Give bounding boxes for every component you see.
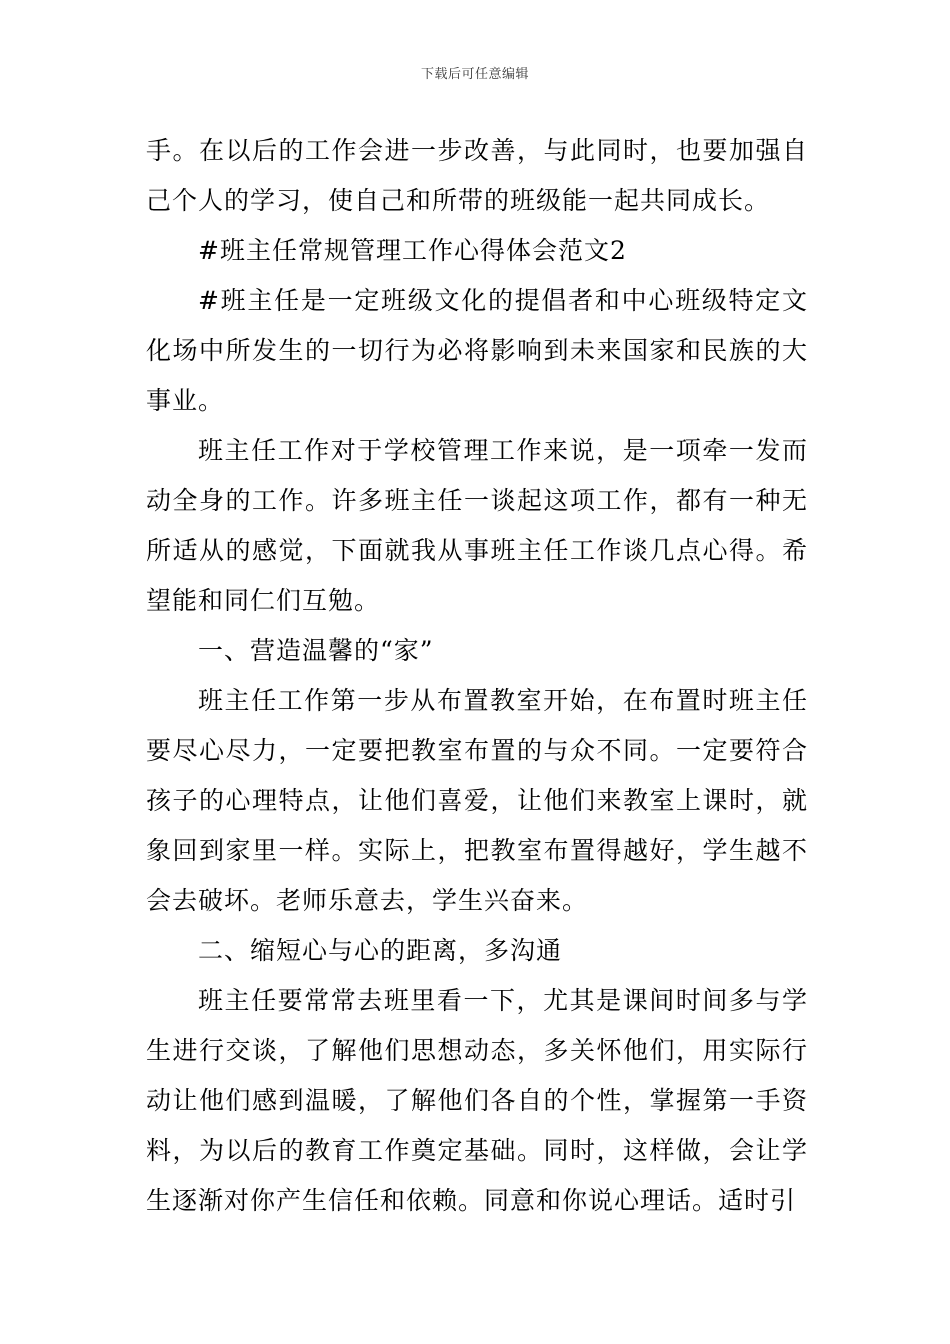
page-header: 下载后可任意编辑 xyxy=(420,67,529,82)
paragraph-section-1: 班主任工作第一步从布置教室开始，在布置时班主任要尽心尽力，一定要把教室布置的与众不同。一定要符合孩子的心理特点，让他们喜爱，让他们来教室上课时，就象回到家里一样。实际上，把教室布置得越好，学生越不会去破坏。老师乐意去，学生兴奋来。 xyxy=(146,686,808,915)
heading-section-1: 一、营造温馨的“家” xyxy=(198,636,434,665)
document-body xyxy=(146,126,808,1226)
paragraph-overview: 班主任工作对于学校管理工作来说，是一项牵一发而动全身的工作。许多班主任一谈起这项工作，都有一种无所适从的感觉，下面就我从事班主任工作谈几点心得。希望能和同仁们互勉。 xyxy=(146,436,808,615)
heading-section-2: 二、缩短心与心的距离，多沟通 xyxy=(198,936,563,965)
section-title-example-2: #班主任常规管理工作心得体会范文2 xyxy=(198,236,627,265)
paragraph-continuation: 手。在以后的工作会进一步改善，与此同时，也要加强自己个人的学习，使自己和所带的班级能一起共同成长。 xyxy=(146,136,808,215)
paragraph-intro: #班主任是一定班级文化的提倡者和中心班级特定文化场中所发生的一切行为必将影响到未来国家和民族的大事业。 xyxy=(146,286,808,415)
paragraph-section-2: 班主任要常常去班里看一下，尤其是课间时间多与学生进行交谈，了解他们思想动态，多关怀他们，用实际行动让他们感到温暖，了解他们各自的个性，掌握第一手资料，为以后的教育工作奠定基础。同时，这样做，会让学生逐渐对你产生信任和依赖。同意和你说心理话。适时引 xyxy=(146,986,808,1215)
